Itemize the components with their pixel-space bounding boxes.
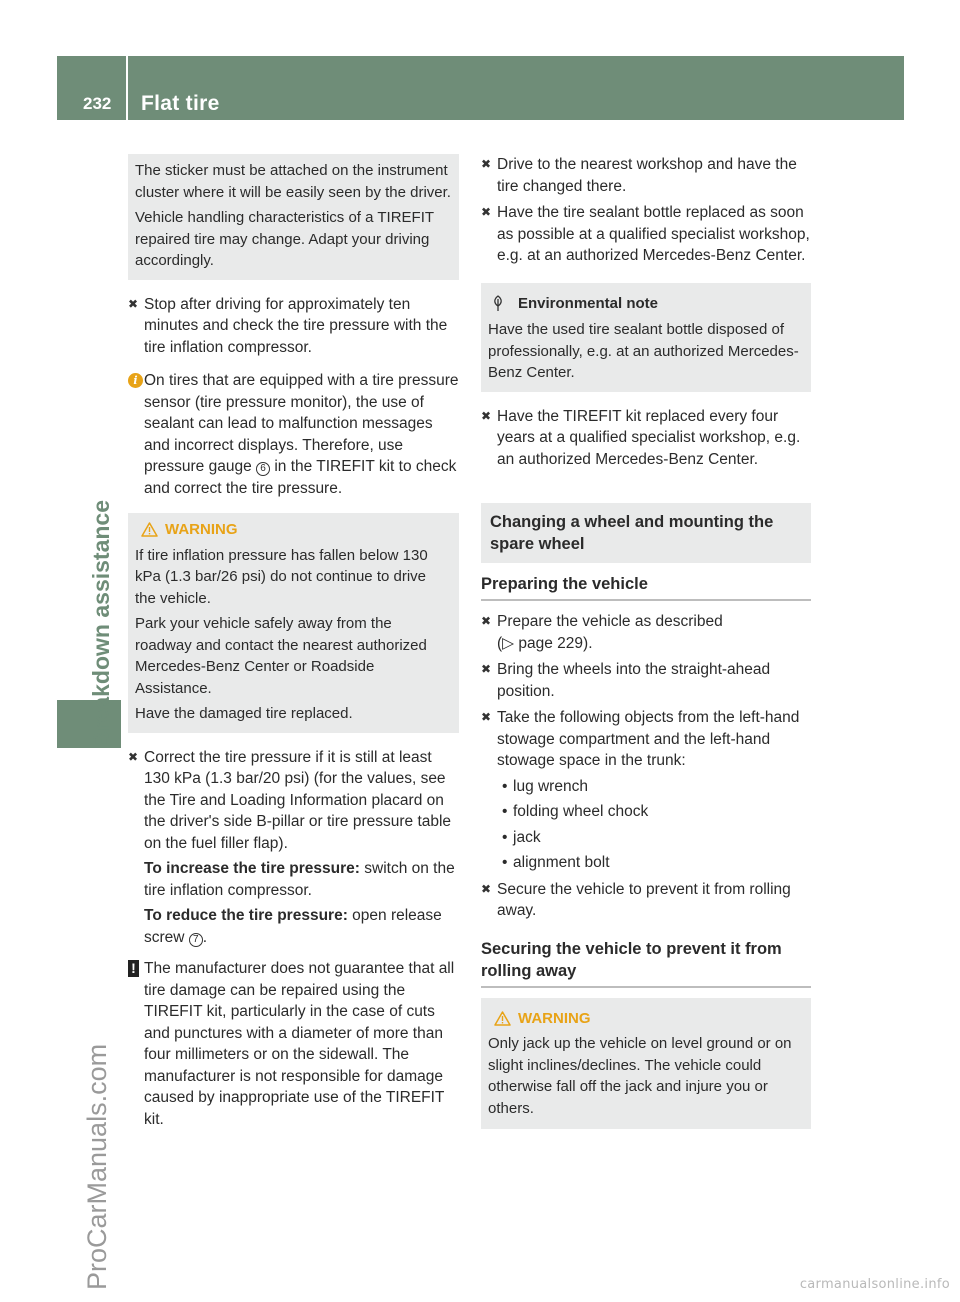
step-item — [128, 747, 459, 949]
arrow-right-icon: ✖ — [128, 296, 139, 311]
list-item: • lug wrench — [497, 776, 811, 798]
header-divider — [126, 56, 128, 120]
leaf-bulb-icon — [492, 295, 504, 312]
note-paragraph: The sticker must be attached on the instrument cluster where it will be easily seen by the driver. — [135, 162, 451, 201]
page-header — [57, 56, 904, 120]
step-item — [128, 294, 459, 359]
step-text: Take the following objects from the left-hand stowage compartment and the left-hand stowage space in the trunk: — [497, 709, 800, 769]
right-column — [481, 154, 811, 1129]
warning-triangle-icon — [494, 1011, 511, 1026]
warning-label: WARNING — [165, 521, 238, 538]
bullet-icon: • — [502, 854, 508, 871]
list-item: • alignment bolt — [497, 852, 811, 874]
info-note — [128, 370, 459, 499]
step-item — [481, 406, 811, 471]
warning-paragraph: Only jack up the vehicle on level ground or on slight inclines/declines. The vehicle could otherwise fall off the jack and injure you or others. — [488, 1035, 792, 1117]
arrow-right-icon: ✖ — [481, 157, 492, 171]
info-icon: i — [128, 373, 143, 388]
arrow-right-icon: ✖ — [481, 408, 492, 423]
bullet-icon: • — [502, 828, 508, 846]
arrow-right-icon: ✖ — [128, 749, 139, 764]
step-text: Have the tire sealant bottle replaced as soon as possible at a qualified specialist workshop, e.g. at an authorized Mercedes-Benz Center. — [497, 204, 810, 264]
step-item — [481, 154, 811, 197]
warning-paragraph: If tire inflation pressure has fallen below 130 kPa (1.3 bar/26 psi) do not continue to drive the vehicle. — [135, 546, 428, 607]
warning-label: WARNING — [518, 1009, 591, 1027]
step-text: Drive to the nearest workshop and have the tire changed there. — [497, 156, 797, 195]
left-column — [128, 154, 459, 1130]
step-text: Prepare the vehicle as described (▷ page 229). — [497, 613, 723, 652]
step-text: Secure the vehicle to prevent it from rolling away. — [497, 880, 791, 919]
page-reference-link[interactable]: (▷ page 229). — [497, 634, 593, 652]
environmental-note-box — [481, 283, 811, 392]
warning-paragraph: Park your vehicle safely away from the roadway and contact the nearest authorized Mercedes-Benz Center or Roadside Assistance. — [135, 615, 427, 697]
step-subtext: To increase the tire pressure: switch on the tire inflation compressor. — [144, 860, 455, 899]
warning-box — [481, 998, 811, 1130]
list-item: • jack — [497, 827, 811, 849]
step-text: Stop after driving for approximately ten minutes and check the tire pressure with the tire inflation compressor. — [144, 295, 448, 356]
environmental-heading — [488, 293, 803, 315]
step-subtext: To reduce the tire pressure: open release screw 7 . — [144, 907, 442, 946]
callout-6-icon: 6 — [256, 462, 270, 476]
arrow-right-icon: ✖ — [481, 614, 492, 628]
warning-heading — [135, 519, 451, 541]
caution-text: The manufacturer does not guarantee that all tire damage can be repaired using the TIREFIT kit, particularly in the case of cuts and punctures with a diameter of more than four millimeters or on the sidewall. The manufacturer is not responsible for damage caused by inappropriate use of the TIREFIT kit. — [144, 960, 455, 1128]
environmental-text: Have the used tire sealant bottle disposed of professionally, e.g. at an authorized Mercedes-Benz Center. — [488, 321, 799, 381]
page-number: 232 — [83, 94, 112, 113]
page-title: Flat tire — [141, 92, 220, 115]
info-text: On tires that are equipped with a tire pressure sensor (tire pressure monitor), the use of sealant can lead to malfunction messages and incorrect displays. Therefore, use pressure gauge 6 in the TIREFIT kit to check and correct the tire pressure. — [144, 372, 459, 497]
step-text: Correct the tire pressure if it is still at least 130 kPa (1.3 bar/20 psi) (for the values, see the Tire and Loading Information placard on the driver's side B-pillar or tire pressure table on the fuel filler flap). — [144, 748, 452, 852]
warning-heading — [488, 1008, 803, 1030]
section-heading: Changing a wheel and mounting the spare wheel — [481, 503, 811, 563]
exclamation-icon: ! — [128, 960, 139, 977]
warning-paragraph: Have the damaged tire replaced. — [135, 705, 353, 722]
bullet-icon: • — [502, 777, 508, 795]
step-text: Have the TIREFIT kit replaced every four years at a qualified specialist workshop, e.g. an authorized Mercedes-Benz Center. — [497, 407, 801, 468]
warning-triangle-icon — [141, 522, 158, 537]
note-box-sticker — [128, 154, 459, 280]
subsection-heading: Securing the vehicle to prevent it from rolling away — [481, 938, 811, 988]
step-item — [481, 879, 811, 922]
subsection-heading: Preparing the vehicle — [481, 573, 811, 601]
arrow-right-icon: ✖ — [481, 881, 492, 896]
step-item — [481, 659, 811, 702]
note-paragraph: Vehicle handling characteristics of a TIREFIT repaired tire may change. Adapt your driving accordingly. — [135, 209, 434, 269]
step-text: Bring the wheels into the straight-ahead position. — [497, 661, 771, 700]
bullet-icon: • — [502, 803, 508, 820]
step-item — [481, 707, 811, 874]
environmental-label: Environmental note — [518, 294, 659, 312]
warning-box — [128, 513, 459, 733]
callout-7-icon: 7 — [189, 933, 203, 947]
caution-note — [128, 958, 459, 1130]
step-item — [481, 202, 811, 267]
list-item: • folding wheel chock — [497, 801, 811, 823]
footer-watermark: carmanualsonline.info — [799, 1277, 950, 1292]
arrow-right-icon: ✖ — [481, 662, 492, 676]
side-watermark: ProCarManuals.com — [82, 1043, 112, 1290]
arrow-right-icon: ✖ — [481, 205, 492, 219]
arrow-right-icon: ✖ — [481, 710, 492, 724]
step-item — [481, 611, 811, 654]
side-section-label: Breakdown assistance — [88, 499, 114, 748]
